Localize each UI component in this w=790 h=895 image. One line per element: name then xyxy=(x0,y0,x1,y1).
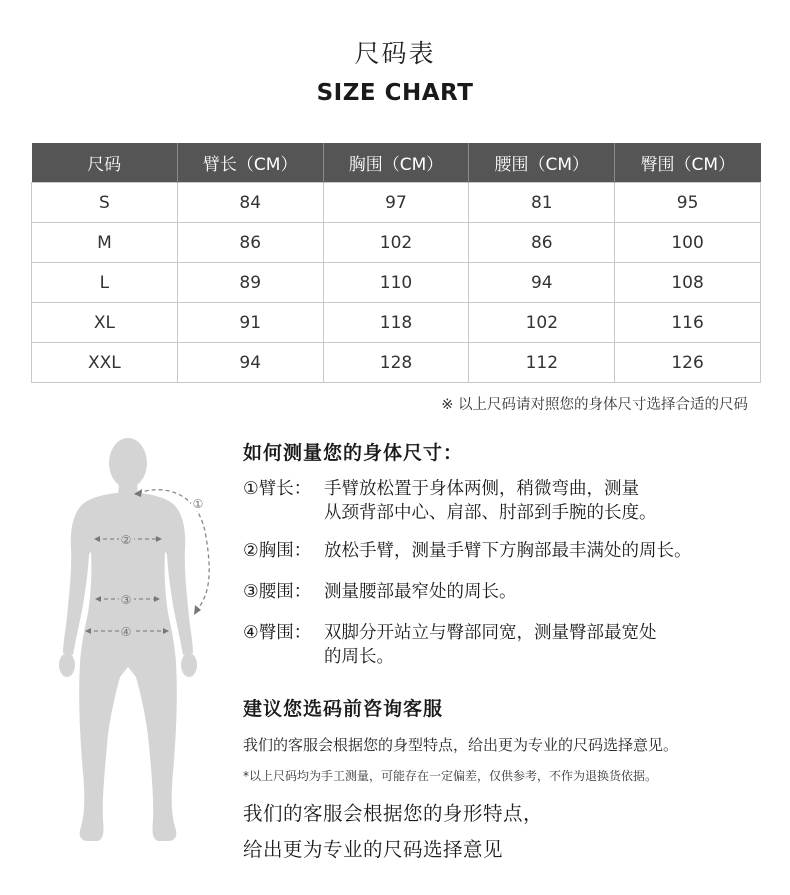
marker-hip: ④ xyxy=(120,625,132,639)
advice-disclaimer: *以上尺码均为手工测量，可能存在一定偏差，仅供参考，不作为退换货依据。 xyxy=(243,769,658,783)
measure-label: ③腰围： xyxy=(243,582,312,602)
table-cell: 118 xyxy=(323,303,469,343)
measure-text-line: 的周长。 xyxy=(324,647,394,667)
measure-text-line: 测量腰部最窄处的周长。 xyxy=(324,582,517,602)
measure-text-line: 放松手臂，测量手臂下方胸部最丰满处的周长。 xyxy=(324,541,692,561)
measure-text xyxy=(324,539,724,563)
table-row xyxy=(32,183,761,223)
table-cell: XXL xyxy=(32,343,178,383)
table-cell: M xyxy=(32,223,178,263)
table-cell: 94 xyxy=(469,263,615,303)
page-subtitle: SIZE CHART xyxy=(316,80,474,106)
table-cell: 81 xyxy=(469,183,615,223)
measure-label: ④臀围： xyxy=(243,623,312,643)
table-cell: 108 xyxy=(615,263,761,303)
measure-text xyxy=(324,580,724,604)
table-cell: 102 xyxy=(469,303,615,343)
table-cell: 95 xyxy=(615,183,761,223)
advice-highlight-line: 给出更为专业的尺码选择意见 xyxy=(243,838,504,861)
table-cell: 89 xyxy=(177,263,323,303)
table-cell: 126 xyxy=(615,343,761,383)
marker-waist: ③ xyxy=(120,593,132,607)
table-cell: 112 xyxy=(469,343,615,383)
table-cell: 84 xyxy=(177,183,323,223)
marker-arm: ① xyxy=(192,497,204,511)
table-cell: 110 xyxy=(323,263,469,303)
measure-text-line: 手臂放松置于身体两侧，稍微弯曲，测量 xyxy=(324,479,639,499)
measure-text-line: 从颈背部中心、肩部、肘部到手腕的长度。 xyxy=(324,503,657,523)
body-figure-illustration xyxy=(50,433,220,851)
column-header-arm: 臂长（CM） xyxy=(177,143,323,183)
howto-title: 如何测量您的身体尺寸： xyxy=(243,442,464,464)
measure-text xyxy=(324,621,724,669)
table-cell: L xyxy=(32,263,178,303)
measure-label: ②胸围： xyxy=(243,541,312,561)
table-cell: S xyxy=(32,183,178,223)
column-header-hip: 臀围（CM） xyxy=(615,143,761,183)
table-cell: 100 xyxy=(615,223,761,263)
table-row xyxy=(32,223,761,263)
table-cell: XL xyxy=(32,303,178,343)
table-row xyxy=(32,303,761,343)
advice-highlight-line: 我们的客服会根据您的身形特点， xyxy=(243,802,544,825)
advice-text: 我们的客服会根据您的身型特点，给出更为专业的尺码选择意见。 xyxy=(243,736,679,754)
column-header-size: 尺码 xyxy=(32,143,178,183)
table-row xyxy=(32,263,761,303)
table-row xyxy=(32,343,761,383)
measure-label: ①臂长： xyxy=(243,479,312,499)
size-note: ※ 以上尺码请对照您的身体尺寸选择合适的尺码 xyxy=(441,397,748,413)
advice-title: 建议您选码前咨询客服 xyxy=(243,698,444,720)
size-table xyxy=(31,143,761,383)
measure-text-line: 双脚分开站立与臀部同宽，测量臀部最宽处 xyxy=(324,623,657,643)
table-cell: 102 xyxy=(323,223,469,263)
table-cell: 97 xyxy=(323,183,469,223)
table-cell: 116 xyxy=(615,303,761,343)
table-header-row xyxy=(32,143,761,183)
measure-text xyxy=(324,477,724,525)
table-cell: 91 xyxy=(177,303,323,343)
body-silhouette xyxy=(59,438,197,841)
table-cell: 86 xyxy=(469,223,615,263)
marker-chest: ② xyxy=(120,533,132,547)
table-cell: 86 xyxy=(177,223,323,263)
column-header-waist: 腰围（CM） xyxy=(469,143,615,183)
page-title: 尺码表 xyxy=(354,39,436,68)
table-cell: 94 xyxy=(177,343,323,383)
column-header-chest: 胸围（CM） xyxy=(323,143,469,183)
table-cell: 128 xyxy=(323,343,469,383)
